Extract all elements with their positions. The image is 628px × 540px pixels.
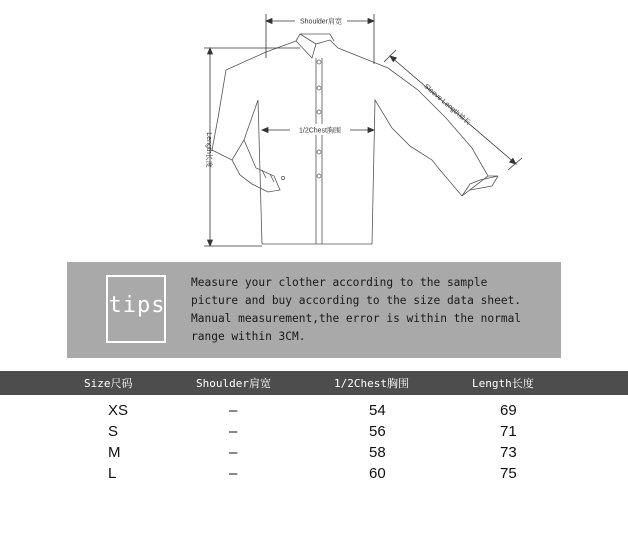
size-table-header [0, 371, 628, 395]
table-row [0, 402, 628, 423]
tips-line: picture and buy according to the size data sheet. [191, 294, 522, 307]
table-row [0, 444, 628, 465]
shoulder-cell: – [229, 402, 238, 419]
shoulder-cell: – [229, 444, 238, 461]
length-cell: 69 [500, 402, 517, 419]
size-cell: L [108, 465, 117, 482]
shoulder-cell: – [229, 423, 238, 440]
header-shoulder: Shoulder肩宽 [196, 377, 271, 390]
length-cell: 73 [500, 444, 517, 461]
shirt-body-outline [212, 40, 488, 244]
length-cell: 75 [500, 465, 517, 482]
header-chest: 1/2Chest胸围 [334, 377, 409, 390]
chest-cell: 56 [369, 423, 386, 440]
shirt-collar [296, 34, 334, 58]
table-row [0, 465, 628, 486]
length-label: Length长度 [205, 132, 212, 168]
length-cell: 71 [500, 423, 517, 440]
header-size: Size尺码 [84, 377, 133, 390]
size-cell: M [108, 444, 121, 461]
tips-line: range within 3CM. [191, 330, 306, 343]
size-table-body [0, 402, 628, 486]
tips-line: Manual measurement,the error is within the normal [191, 312, 522, 325]
size-cell: S [108, 423, 119, 440]
shirt-measurement-diagram [0, 0, 628, 260]
chest-cell: 60 [369, 465, 386, 482]
tips-box [67, 262, 561, 358]
shirt-right-cuff [462, 176, 498, 196]
chest-label: 1/2Chest胸围 [298, 127, 342, 135]
tips-line: Measure your clother according to the sample [191, 276, 488, 289]
shoulder-cell: – [229, 465, 238, 482]
tips-badge: tips [108, 293, 166, 318]
shirt-buttons [281, 60, 321, 180]
chest-cell: 54 [369, 402, 386, 419]
table-row [0, 423, 628, 444]
chest-cell: 58 [369, 444, 386, 461]
size-cell: XS [108, 402, 129, 419]
header-length: Length长度 [472, 377, 534, 390]
tips-text [191, 274, 561, 346]
shoulder-label: Shoulder肩宽 [299, 18, 343, 26]
sleeve-label: Sleeve Length袖长 [422, 83, 472, 127]
